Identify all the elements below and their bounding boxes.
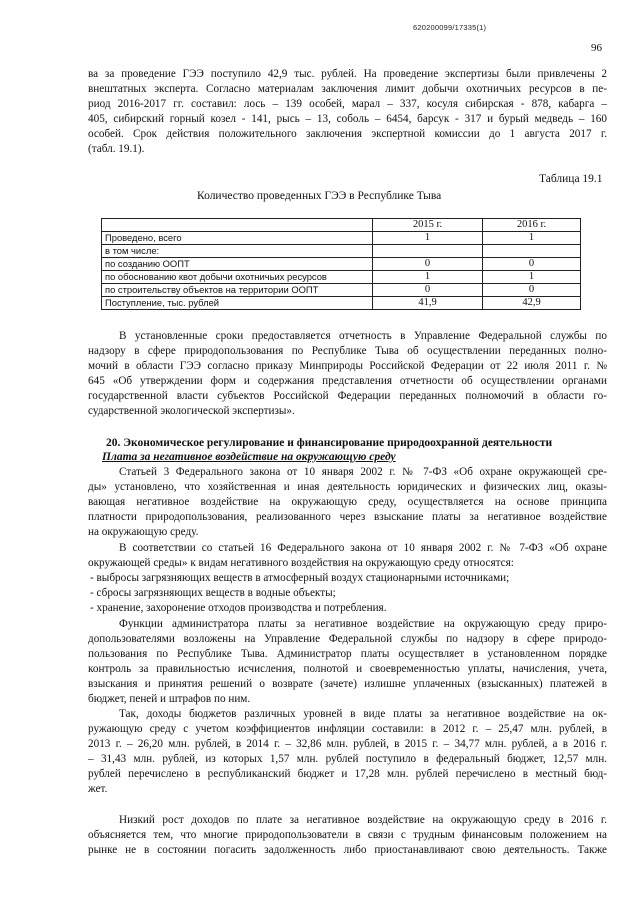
- text-line: мочий в области ГЭЭ согласно приказу Минприроды Российской Федерации от 22 июля 2011 г. №: [88, 360, 607, 372]
- table-row: [102, 245, 581, 258]
- table-label: Таблица 19.1: [539, 173, 603, 185]
- table-title: Количество проведенных ГЭЭ в Республике Тыва: [197, 190, 442, 202]
- gee-table: [101, 218, 581, 310]
- text-line: Так, доходы бюджетов различных уровней в виде платы за негативное воздействие на ок-: [119, 708, 607, 720]
- text-line: 2013 г. – 26,20 млн. рублей, в 2014 г. – 32,86 млн. рублей, в 2015 г. – 34,77 млн. рублей, а в 2016 г.: [88, 738, 607, 750]
- table-cell: 0: [483, 258, 581, 271]
- page-number: 96: [591, 42, 602, 54]
- table-row: [102, 284, 581, 297]
- table-cell: 42,9: [483, 297, 581, 310]
- paragraph-expertise-result: [88, 67, 607, 157]
- text-line: (табл. 19.1).: [88, 143, 145, 155]
- table-cell: 0: [483, 284, 581, 297]
- text-line: рынке не в состоянии погасить задолженность либо приостанавливают свою деятельность. Также: [88, 844, 607, 856]
- text-line: 645 «Об утверждении форм и содержания представления отчетности об осуществлении органами: [88, 375, 607, 387]
- table-cell: 1: [483, 271, 581, 284]
- text-line: окружающей среды» к видам негативного воздействия на окружающую среду относятся:: [88, 557, 514, 569]
- text-line: внештатных эксперта. Согласно материалам заключения лимит добычи охотничьих ресурсов в пе-: [88, 83, 607, 95]
- table-row: [102, 297, 581, 310]
- text-line: надзору в сфере природопользования по Республике Тыва об осуществлении переданных полно-: [88, 345, 607, 357]
- table-row: [102, 271, 581, 284]
- table-header-cell: [102, 219, 373, 232]
- section-subtitle: Плата за негативное воздействие на окружающую среду: [102, 451, 396, 463]
- paragraph-administrator: [88, 617, 607, 707]
- text-line: Функции администратора платы за негативное воздействие на окружающую среду приро-: [119, 618, 607, 630]
- text-line: Низкий рост доходов по плате за негативное воздействие на окружающую среду в 2016 г.: [119, 814, 607, 826]
- text-line: Статьей 3 Федерального закона от 10 января 2002 г. № 7-ФЗ «Об охране окружающей сре-: [119, 466, 607, 478]
- table-header-cell: 2015 г.: [373, 219, 483, 232]
- paragraph-reporting: [88, 329, 607, 419]
- table-cell: 0: [373, 284, 483, 297]
- table-cell: 1: [373, 271, 483, 284]
- text-line: ва за проведение ГЭЭ поступило 42,9 тыс. рублей. На проведение экспертизы были привлечены 2: [88, 68, 607, 80]
- table-cell: 1: [373, 232, 483, 245]
- text-line: пользования по Республике Тыва. Администратор платы осуществляет в установленном порядке: [88, 648, 607, 660]
- text-line: на окружающую среду.: [88, 526, 199, 538]
- text-line: рублей перечислено в республиканский бюджет и 17,28 млн. рублей перечислено в местный бюд-: [88, 768, 607, 780]
- table-header-cell: 2016 г.: [483, 219, 581, 232]
- text-line: ружающую среду с учетом коэффициентов инфляции составили: в 2012 г. – 25,47 млн. рублей, в: [88, 723, 607, 735]
- table-cell: 0: [373, 258, 483, 271]
- text-line: допользователями возложены на Управление Федеральной службы по надзору в сфере природо-: [88, 633, 607, 645]
- table-row: [102, 258, 581, 271]
- text-line: риод 2016-2017 гг. составил: лось – 139 особей, марал – 337, косуля сибирская - 878, кабарга –: [88, 98, 607, 110]
- section-title: 20. Экономическое регулирование и финансирование природоохранной деятельности: [106, 437, 553, 449]
- list-item: - выбросы загрязняющих веществ в атмосферный воздух стационарными источниками;: [90, 572, 510, 584]
- list-item: - сбросы загрязняющих веществ в водные объекты;: [90, 587, 336, 599]
- text-line: особей. Срок действия положительного заключения экспертной комиссии до 1 августа 2017 г.: [88, 128, 607, 140]
- text-line: объясняется тем, что многие природопользователи в связи с трудным финансовым положением на: [88, 829, 607, 841]
- table-header-row: [102, 219, 581, 232]
- paragraph-budget-income: [88, 707, 607, 797]
- text-line: контроль за правильностью исчисления, полнотой и своевременностью уплаты, начисления, учета,: [88, 663, 607, 675]
- table-cell: 1: [483, 232, 581, 245]
- text-line: государственной власти субъектов Российской Федерации переданных полномочий в области го-: [88, 390, 607, 402]
- document-id: 620200099/17335(1): [413, 23, 487, 32]
- table-cell: Поступление, тыс. рублей: [102, 297, 373, 310]
- text-line: вающая негативное воздействие на окружающую среду, осуществляется на основе принципа: [88, 496, 607, 508]
- text-line: 405, сибирский горный козел - 141, рысь – 13, соболь – 6454, барсук - 317 и бурый медведь – 160: [88, 113, 607, 125]
- text-line: жет.: [88, 783, 108, 795]
- text-line: взыскания и принятия решений о возврате (зачете) излишне уплаченных (взысканных) платежей в: [88, 678, 607, 690]
- table-cell: по обоснованию квот добычи охотничьих ресурсов: [102, 271, 373, 284]
- table-cell: [373, 245, 483, 258]
- table-cell: по строительству объектов на территории ООПТ: [102, 284, 373, 297]
- table-cell: [483, 245, 581, 258]
- paragraph-law-article16: [88, 541, 607, 616]
- list-item: - хранение, захоронение отходов производства и потребления.: [90, 602, 387, 614]
- text-line: сударственной экологической экспертизы».: [88, 405, 295, 417]
- text-line: платности природопользования, реализованного через взыскание платы за негативное воздействие: [88, 511, 607, 523]
- table-row: [102, 232, 581, 245]
- table-cell: по созданию ООПТ: [102, 258, 373, 271]
- text-line: В установленные сроки предоставляется отчетность в Управление Федеральной службы по: [119, 330, 607, 342]
- text-line: – 31,43 млн. рублей, из которых 1,57 млн. рублей поступило в федеральный бюджет, 12,57 млн.: [88, 753, 607, 765]
- text-line: ды» установлено, что хозяйственная и иная деятельность юридических и физических лиц, оказы-: [88, 481, 607, 493]
- table-cell: Проведено, всего: [102, 232, 373, 245]
- text-line: бюджет, пеней и штрафов по ним.: [88, 693, 251, 705]
- table-cell: 41,9: [373, 297, 483, 310]
- text-line: В соответствии со статьей 16 Федерального закона от 10 января 2002 г. № 7-ФЗ «Об охране: [119, 542, 607, 554]
- paragraph-law-article3: [88, 465, 607, 540]
- table-cell: в том числе:: [102, 245, 373, 258]
- paragraph-low-growth: [88, 813, 607, 858]
